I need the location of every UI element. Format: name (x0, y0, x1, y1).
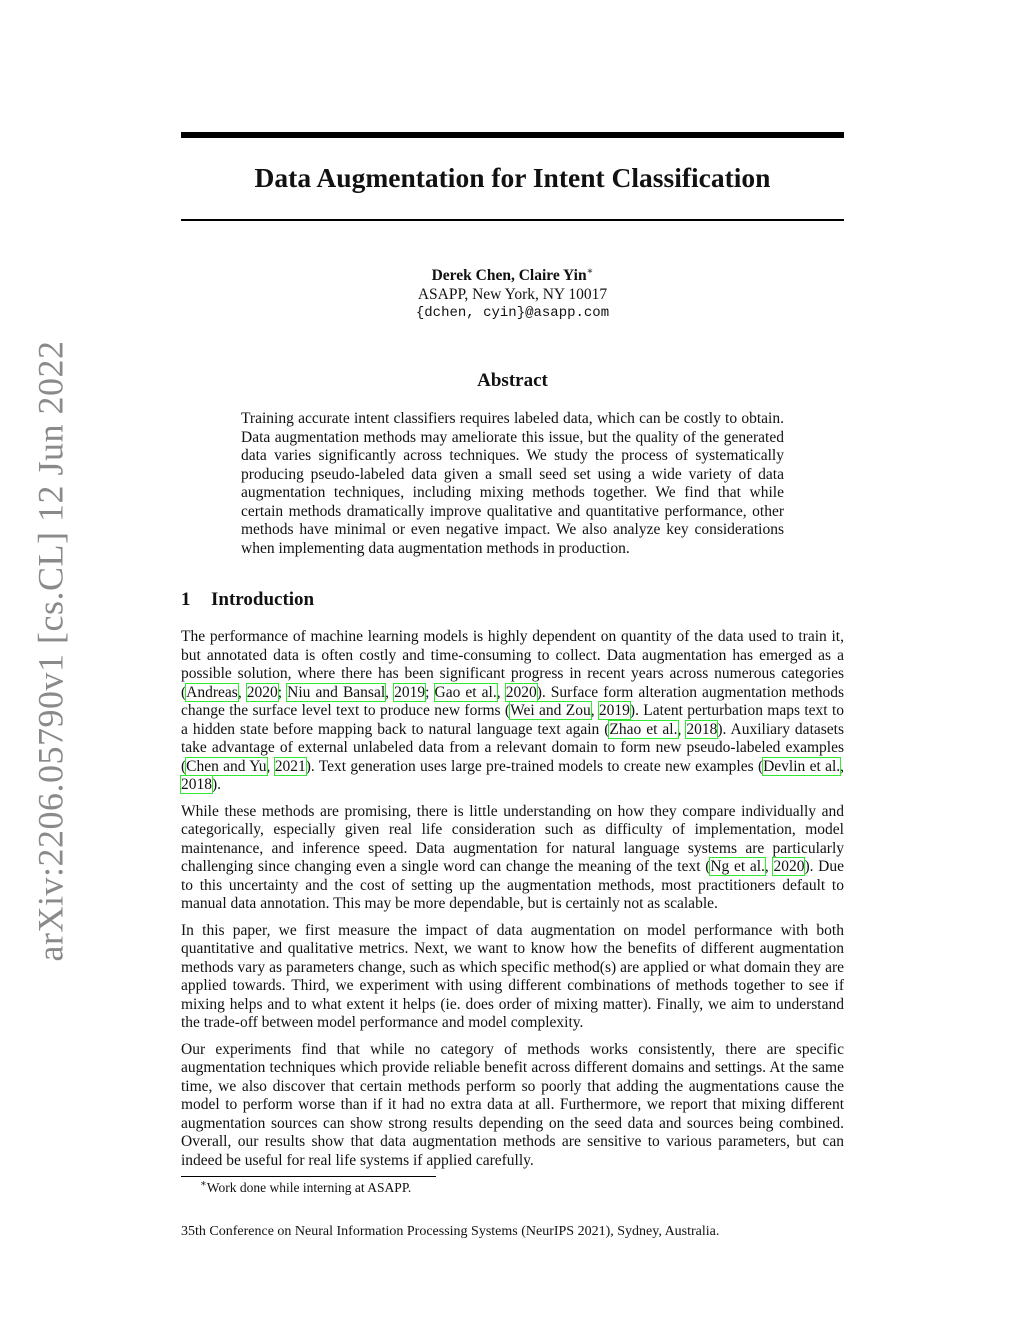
author-email[interactable]: {dchen, cyin}@asapp.com (415, 305, 610, 321)
citation-link[interactable]: Andreas (186, 683, 238, 701)
title-top-rule (181, 132, 844, 138)
paragraph-text: ). Surface form alteration augmentation methods change the surface level text to produce new forms ( (181, 683, 844, 719)
citation-link[interactable]: 2020 (246, 683, 278, 701)
paragraph-text: ). Text generation uses large pre-trained models to create new examples ( (305, 757, 764, 775)
paragraph-text: While these methods are promising, there is little understanding on how they compare individually and categorically, especially given real life consideration such as difficulty of implementation, model maintenance, and inference speed. Data augmentation for natural language systems are particularly challenging since changing even a single word can change the meaning of the text ( (181, 802, 844, 875)
citation-link[interactable]: 2018 (686, 720, 718, 738)
conference-venue: 35th Conference on Neural Information Processing Systems (NeurIPS 2021), Sydney, Australia. (181, 1224, 720, 1239)
paragraph-text: ). Due to this uncertainty and the cost of setting up the augmentation methods, most practitioners default to manual data annotation. This may be more dependable, but is certainly not as scalable. (181, 858, 844, 912)
paragraph-text: ). Latent perturbation maps text to a hidden state before mapping back to natural language text again ( (181, 702, 844, 738)
citation-link[interactable]: Niu and Bansal (287, 683, 386, 701)
introduction-body (181, 628, 844, 1178)
section-heading-introduction (181, 589, 314, 611)
footnote (200, 1180, 411, 1196)
intro-paragraph-1: The performance of machine learning models is highly dependent on quantity of the data used to train it, but annotated data is often costly and time-consuming to collect. Data augmentation has emerged as a possible solution, where there has been significant progress in recent years across numerous categories (Andreas, 2020; Niu and Bansal, 2019; Gao et al., 2020). Surface form alteration augmentation methods change the surface level text to produce new forms (Wei and Zou, 2019). Latent perturbation maps text to a hidden state before mapping back to natural language text again (Zhao et al., 2018). Auxiliary datasets take advantage of external unlabeled data from a relevant domain to form new pseudo-labeled examples (Chen and Yu, 2021). Text generation uses large pre-trained models to create new examples (Devlin et al., 2018). (181, 628, 845, 793)
section-number: 1 (181, 589, 191, 610)
paragraph-text: ). Auxiliary datasets take advantage of external unlabeled data from a relevant domain to form new pseudo-labeled examples ( (181, 720, 845, 775)
citation-link[interactable]: 2020 (773, 858, 805, 875)
footnote-text: Work done while interning at ASAPP. (206, 1180, 412, 1195)
citation-link[interactable]: Wei and Zou (510, 702, 591, 719)
intro-paragraph-4: Our experiments find that while no category of methods works consistently, there are specific augmentation techniques which provide reliable benefit across different domains and settings. At the same time, we also discover that certain methods perform so poorly that adding the augmentations cause the model to perform worse than if it had no extra data at all. Furthermore, we report that mixing different augmentation sources can show strong results depending on the seed data and sources being combined. Overall, our results show that data augmentation methods are sensitive to various parameters, but can indeed be useful for real life systems if applied carefully. (181, 1040, 844, 1169)
author-affiliation: ASAPP, New York, NY 10017 (417, 286, 608, 303)
citation-link[interactable]: Gao et al. (434, 683, 497, 701)
citation-link[interactable]: 2019 (598, 702, 630, 719)
citation-link[interactable]: 2021 (274, 757, 306, 775)
citation-link[interactable]: Devlin et al. (763, 757, 841, 775)
footnote-rule (181, 1176, 436, 1177)
citation-link[interactable]: Chen and Yu (186, 757, 267, 775)
citation-link[interactable]: 2020 (505, 683, 537, 701)
paper-title: Data Augmentation for Intent Classification (254, 162, 771, 193)
author-names-line (181, 266, 844, 285)
citation-link[interactable]: 2019 (394, 683, 426, 701)
paragraph-text: The performance of machine learning models is highly dependent on quantity of the data used to train it, but annotated data is often costly and time-consuming to collect. Data augmentation has emerged as a possible solution, where there has been significant progress in recent years across numerous categories ( (181, 628, 844, 701)
intro-paragraph-2: While these methods are promising, there is little understanding on how they compare individually and categorically, especially given real life consideration such as difficulty of implementation, model maintenance, and inference speed. Data augmentation for natural language systems are particularly challenging since changing even a single word can change the meaning of the text (Ng et al., 2020). Due to this uncertainty and the cost of setting up the augmentation methods, most practitioners default to manual data annotation. This may be more dependable, but is certainly not as scalable. (181, 802, 844, 912)
citation-link[interactable]: Zhao et al. (609, 720, 678, 738)
abstract-text: Training accurate intent classifiers requires labeled data, which can be costly to obtain. Data augmentation methods may ameliorate this issue, but the quality of the generated data varies significantly across techniques. We study the process of systematically producing pseudo-labeled data given a small seed set using a wide variety of data augmentation techniques, including mixing methods together. We find that while certain methods dramatically improve qualitative and quantitative performance, other methods have minimal or even negative impact. We also analyze key considerations when implementing data augmentation methods in production. (241, 410, 784, 557)
author-block (181, 266, 844, 323)
footnote-marker: ∗ (200, 1178, 207, 1190)
section-title: Introduction (211, 589, 315, 610)
title-bottom-rule (181, 219, 844, 221)
paragraph-text: ). (212, 776, 222, 793)
citation-link[interactable]: Ng et al. (710, 858, 765, 875)
arxiv-identifier-stamp (30, 340, 71, 962)
arxiv-identifier-text: arXiv:2206.05790v1 [cs.CL] 12 Jun 2022 (30, 340, 71, 962)
intro-paragraph-3: In this paper, we first measure the impact of data augmentation on model performance with both quantitative and qualitative metrics. Next, we want to know how the benefits of different augmentation methods vary as parameters change, such as which specific method(s) are applied or what domain they are applied towards. Third, we experiment with using different combinations of methods together to see if mixing helps and to what extent it helps (ie. does order of mixing matter). Finally, we aim to understand the trade-off between model performance and model complexity. (181, 921, 844, 1031)
author-names: Derek Chen, Claire Yin (431, 267, 587, 284)
citation-link[interactable]: 2018 (181, 776, 212, 793)
abstract-heading: Abstract (477, 370, 548, 391)
author-footnote-marker[interactable]: ∗ (586, 265, 594, 277)
